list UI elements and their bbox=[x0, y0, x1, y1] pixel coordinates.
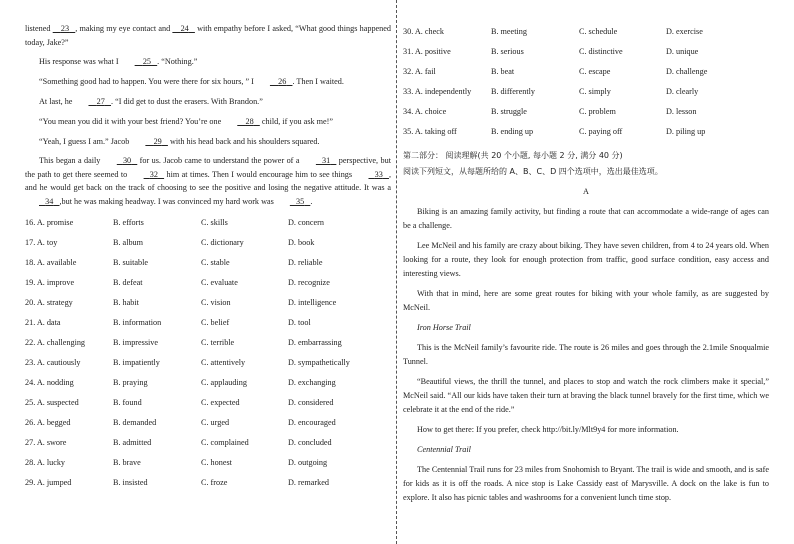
option: 34. A. choice bbox=[403, 107, 447, 116]
passage-paragraph: The Centennial Trail runs for 23 miles from Snohomish to Bryant. The trail is wide and smooth, and is safe for kids as it is off the roads. A nice stop is Lake Cassidy east of Marysville. A dock on the lake is fun to explore. It also has picnic tables and washrooms for a convenient lunch time stop. bbox=[403, 465, 769, 502]
option: B. admitted bbox=[113, 437, 152, 447]
option: C. vision bbox=[201, 297, 231, 307]
route-heading: Centennial Trail bbox=[417, 445, 471, 454]
option: C. applauding bbox=[201, 377, 247, 387]
option: C. terrible bbox=[201, 337, 235, 347]
option: C. honest bbox=[201, 457, 232, 467]
passage-paragraph: Lee McNeil and his family are crazy about biking. They have seven children, from 4 to 24 years old. When looking for a route, they look for enough protection from traffic, good surface condition, easy access and interesting views. bbox=[403, 241, 769, 278]
blank-25: 25 bbox=[142, 57, 152, 67]
option: D. intelligence bbox=[288, 297, 337, 307]
option: C. evaluate bbox=[201, 277, 238, 287]
option: C. stable bbox=[201, 257, 230, 267]
option: B. found bbox=[113, 397, 142, 407]
option: C. distinctive bbox=[579, 47, 623, 56]
option: D. tool bbox=[288, 317, 311, 327]
option: D. remarked bbox=[288, 477, 329, 487]
option: 29. A. jumped bbox=[25, 477, 72, 487]
passage-label: A bbox=[583, 187, 589, 196]
section-instruction: 阅读下列短文，从每题所给的 A、B、C、D 四个选项中，选出最佳选项。 bbox=[403, 167, 663, 176]
option: C. attentively bbox=[201, 357, 246, 367]
passage-paragraph: “You mean you did it with your best friend? You’re one 28 child, if you ask me!” bbox=[25, 115, 391, 129]
option: C. urged bbox=[201, 417, 230, 427]
option: 24. A. nodding bbox=[25, 377, 74, 387]
option: C. simply bbox=[579, 87, 611, 96]
option: 20. A. strategy bbox=[25, 297, 73, 307]
option: D. clearly bbox=[666, 87, 699, 96]
column-divider bbox=[396, 0, 397, 544]
route-heading: Iron Horse Trail bbox=[417, 323, 471, 332]
passage-paragraph: “Yeah, I guess I am.” Jacob 29 with his head back and his shoulders squared. bbox=[25, 135, 391, 149]
option: D. encouraged bbox=[288, 417, 336, 427]
option: C. schedule bbox=[579, 27, 618, 36]
blank-26: 26 bbox=[278, 77, 287, 87]
option: D. recognize bbox=[288, 277, 330, 287]
option: B. defeat bbox=[113, 277, 143, 287]
option: B. serious bbox=[491, 47, 524, 56]
option: B. impatiently bbox=[113, 357, 160, 367]
blank-35: 35 bbox=[296, 197, 305, 207]
option: B. meeting bbox=[491, 27, 527, 36]
option: C. paying off bbox=[579, 127, 623, 136]
option: C. expected bbox=[201, 397, 240, 407]
option: D. exchanging bbox=[288, 377, 336, 387]
passage-paragraph: This is the McNeil family’s favourite ride. The route is 26 miles and goes through the 2.1mile Snoqualmie Tunnel. bbox=[403, 343, 769, 366]
options-grid-right bbox=[403, 22, 769, 142]
option: 25. A. suspected bbox=[25, 397, 79, 407]
section-heading: 第二部分： 阅读理解(共 20 个小题, 每小题 2 分, 满分 40 分) bbox=[403, 151, 623, 160]
passage-paragraph: His response was what I 25 . “Nothing.” bbox=[25, 55, 391, 69]
option: B. brave bbox=[113, 457, 141, 467]
option: 23. A. cautiously bbox=[25, 357, 81, 367]
option: 35. A. taking off bbox=[403, 127, 457, 136]
option: B. ending up bbox=[491, 127, 534, 136]
option: C. escape bbox=[579, 67, 611, 76]
option: B. suitable bbox=[113, 257, 149, 267]
option: 28. A. lucky bbox=[25, 457, 66, 467]
option: B. beat bbox=[491, 67, 515, 76]
passage-a bbox=[403, 205, 769, 505]
option: C. complained bbox=[201, 437, 249, 447]
option: D. unique bbox=[666, 47, 699, 56]
passage-paragraph: With that in mind, here are some great routes for biking with your whole family, as are suggested by McNeil. bbox=[403, 289, 769, 312]
blank-32: 32 bbox=[149, 169, 158, 179]
left-column bbox=[25, 22, 391, 493]
blank-29: 29 bbox=[153, 136, 162, 146]
option: 19. A. improve bbox=[25, 277, 75, 287]
blank-30: 30 bbox=[122, 156, 132, 166]
option: C. dictionary bbox=[201, 237, 244, 247]
option: D. embarrassing bbox=[288, 337, 342, 347]
blank-24: 24 bbox=[180, 24, 189, 33]
option: D. outgoing bbox=[288, 457, 328, 467]
passage-paragraph: How to get there: If you prefer, check http://bit.ly/Mlt9y4 for more information. bbox=[417, 425, 679, 434]
option: C. froze bbox=[201, 477, 228, 487]
option: D. concluded bbox=[288, 437, 332, 447]
blank-34: 34 bbox=[45, 197, 54, 207]
option: B. demanded bbox=[113, 417, 157, 427]
option: 18. A. available bbox=[25, 257, 77, 267]
right-column bbox=[403, 22, 769, 505]
option: 33. A. independently bbox=[403, 87, 472, 96]
option: D. piling up bbox=[666, 127, 706, 136]
option: 26. A. begged bbox=[25, 417, 71, 427]
blank-33: 33 bbox=[374, 169, 383, 179]
option: B. praying bbox=[113, 377, 148, 387]
option: D. considered bbox=[288, 397, 334, 407]
option: 31. A. positive bbox=[403, 47, 451, 56]
option: B. impressive bbox=[113, 337, 159, 347]
option: 30. A. check bbox=[403, 27, 444, 36]
option: D. sympathetically bbox=[288, 357, 350, 367]
passage-paragraph: This began a daily 30 for us. Jacob came to understand the power of a 31 perspective, but the path to get there seemed to 32 him at times. Then I would encourage him to see things 33 , and he would get back on the track of choosing to see the positive and losing the negative attitude. It was a 34 ,but he was making headway. I was convinced my hard work was 35 . bbox=[25, 154, 391, 208]
blank-23: 23 bbox=[60, 24, 70, 33]
option: 32. A. fail bbox=[403, 67, 436, 76]
option: D. lesson bbox=[666, 107, 697, 116]
option: B. differently bbox=[491, 87, 535, 96]
blank-27: 27 bbox=[96, 96, 105, 106]
option: 27. A. swore bbox=[25, 437, 67, 447]
passage-paragraph: At last, he 27 . “I did get to dust the erasers. With Brandon.” bbox=[25, 95, 391, 109]
option: D. book bbox=[288, 237, 315, 247]
option: D. concern bbox=[288, 217, 324, 227]
option: B. struggle bbox=[491, 107, 527, 116]
option: B. insisted bbox=[113, 477, 148, 487]
passage-paragraph: Biking is an amazing family activity, but finding a route that can accommodate a wide-range of ages can be a challenge. bbox=[403, 207, 769, 230]
option: C. problem bbox=[579, 107, 616, 116]
option: B. album bbox=[113, 237, 144, 247]
option: D. exercise bbox=[666, 27, 703, 36]
passage-paragraph: listened 23 , making my eye contact and 24 with empathy before I asked, “What good things happened today, Jake?” bbox=[25, 24, 392, 47]
option: C. skills bbox=[201, 217, 228, 227]
option: 17. A. toy bbox=[25, 237, 58, 247]
option: D. challenge bbox=[666, 67, 708, 76]
option: B. habit bbox=[113, 297, 139, 307]
option: 22. A. challenging bbox=[25, 337, 86, 347]
option: B. information bbox=[113, 317, 162, 327]
option: 21. A. data bbox=[25, 317, 61, 327]
blank-31: 31 bbox=[322, 156, 331, 166]
option: 16. A. promise bbox=[25, 217, 74, 227]
passage-paragraph: “Something good had to happen. You were there for six hours, ” I 26 . Then I waited. bbox=[25, 75, 391, 89]
passage-paragraph: “Beautiful views, the thrill the tunnel, and places to stop and watch the rock climbers make it special,” McNeil said. “All our kids have taken their turn at braving the black tunnel bravely for the first time, which we celebrate it at the end of the ride.” bbox=[403, 377, 769, 414]
option: C. belief bbox=[201, 317, 230, 327]
blank-28: 28 bbox=[245, 116, 254, 126]
option: D. reliable bbox=[288, 257, 323, 267]
option: B. efforts bbox=[113, 217, 144, 227]
options-grid-left bbox=[25, 213, 391, 493]
